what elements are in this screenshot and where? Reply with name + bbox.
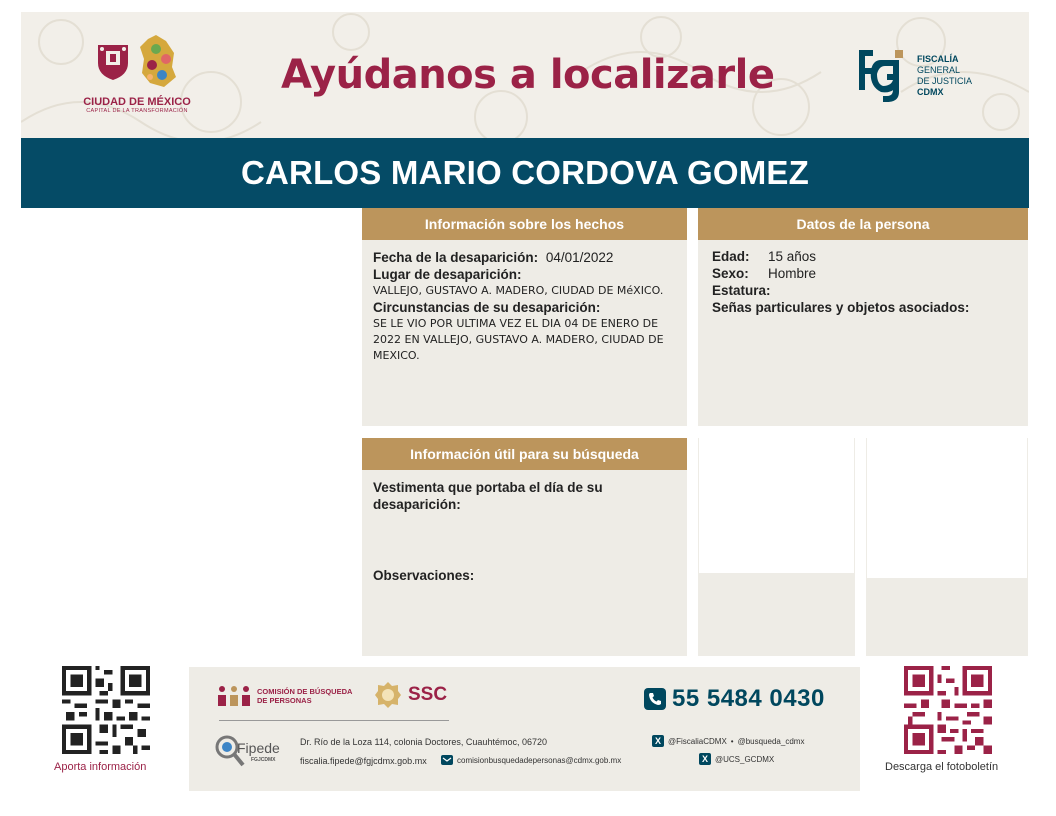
sexo-value: Hombre	[768, 266, 817, 281]
circunstancias-value: SE LE VIO POR ULTIMA VEZ EL DIA 04 DE ENERO DE 2022 EN VALLEJO, GUSTAVO A. MADERO, CIUDAD DE MEXICO.	[373, 317, 664, 362]
fecha-label: Fecha de la desaparición:	[373, 250, 539, 265]
qr-left-label: Aporta información	[54, 761, 147, 773]
observaciones-label: Observaciones:	[373, 568, 475, 583]
fgj-emblem-icon	[853, 46, 909, 106]
hechos-title: Información sobre los hechos	[362, 208, 687, 240]
x-social-icon: X	[699, 753, 711, 765]
fipede-sub: FGJCDMX	[251, 757, 276, 763]
ssc-text: SSC	[408, 684, 448, 705]
fgj-line1: FISCALÍA	[917, 54, 959, 64]
photo-slot-2	[866, 438, 1028, 656]
fgj-line2: GENERAL	[917, 65, 961, 75]
ssc-badge-icon	[374, 681, 402, 709]
phone-icon	[644, 688, 666, 710]
edad-value: 15 años	[768, 249, 817, 264]
person-name-band	[21, 138, 1029, 208]
sexo-label: Sexo:	[712, 266, 749, 281]
cbp-line1: COMISIÓN DE BÚSQUEDA	[257, 687, 353, 696]
util-title: Información útil para su búsqueda	[362, 438, 687, 470]
person-name: CARLOS MARIO CORDOVA GOMEZ	[240, 154, 810, 191]
mail-icon	[441, 755, 453, 765]
fipede-logo	[215, 735, 280, 776]
senas-label: Señas particulares y objetos asociados:	[712, 300, 970, 315]
social-row-2	[699, 753, 774, 765]
social-fiscalia[interactable]: @FiscaliaCDMX	[668, 736, 727, 746]
page-title: Ayúdanos a localizarle	[281, 52, 775, 98]
fgj-line4: CDMX	[917, 87, 944, 97]
cdmx-name: CIUDAD DE MÉXICO	[83, 96, 191, 108]
lugar-label: Lugar de desaparición:	[373, 267, 522, 282]
phone-block[interactable]	[644, 685, 825, 713]
circunstancias-label: Circunstancias de su desaparición:	[373, 300, 601, 315]
cdmx-tagline: CAPITAL DE LA TRANSFORMACIÓN	[86, 108, 188, 114]
fgj-logo	[853, 46, 972, 106]
address-text: Dr. Río de la Loza 114, colonia Doctores, Cuauhtémoc, 06720	[300, 737, 547, 747]
fgj-line3: DE JUSTICIA	[917, 76, 973, 86]
estatura-label: Estatura:	[712, 283, 771, 298]
footer-divider	[219, 720, 449, 721]
email-cbp-text: comisionbusquedadepersonas@cdmx.gob.mx	[457, 755, 622, 765]
cdmx-shield-icon	[96, 41, 130, 81]
cdmx-logo	[77, 32, 197, 122]
datos-title: Datos de la persona	[698, 208, 1028, 240]
fipede-text: Fipede	[237, 740, 280, 756]
phone-number: 55 5484 0430	[672, 685, 825, 712]
qr-code-aporta[interactable]	[62, 666, 150, 754]
cbp-icon	[217, 685, 251, 707]
email-cbp[interactable]	[441, 755, 621, 765]
social-ucs[interactable]: @UCS_GCDMX	[715, 754, 775, 764]
ssc-logo	[374, 681, 447, 709]
qr-code-fotoboletin[interactable]	[904, 666, 992, 754]
cbp-line2: DE PERSONAS	[257, 696, 312, 705]
cbp-logo	[217, 685, 352, 707]
email-fipede[interactable]: fiscalia.fipede@fgjcdmx.gob.mx	[300, 756, 427, 766]
footer-contact-box	[189, 667, 860, 791]
cdmx-map-icon	[138, 33, 178, 89]
lugar-value: VALLEJO, GUSTAVO A. MADERO, CIUDAD DE MéXICO.	[373, 284, 664, 297]
x-social-icon: X	[652, 735, 664, 747]
photo-slot-1	[698, 438, 855, 656]
header-banner	[21, 12, 1029, 138]
social-busqueda[interactable]: @busqueda_cdmx	[737, 736, 805, 746]
edad-label: Edad:	[712, 249, 750, 264]
vestimenta-label: Vestimenta que portaba el día de su desaparición:	[373, 480, 603, 512]
social-separator: •	[730, 736, 734, 746]
qr-right-label: Descarga el fotoboletín	[885, 761, 999, 773]
datos-panel	[698, 208, 1028, 426]
util-panel	[362, 438, 687, 656]
fecha-value: 04/01/2022	[545, 250, 614, 265]
hechos-panel	[362, 208, 687, 426]
social-row-1	[652, 735, 804, 747]
